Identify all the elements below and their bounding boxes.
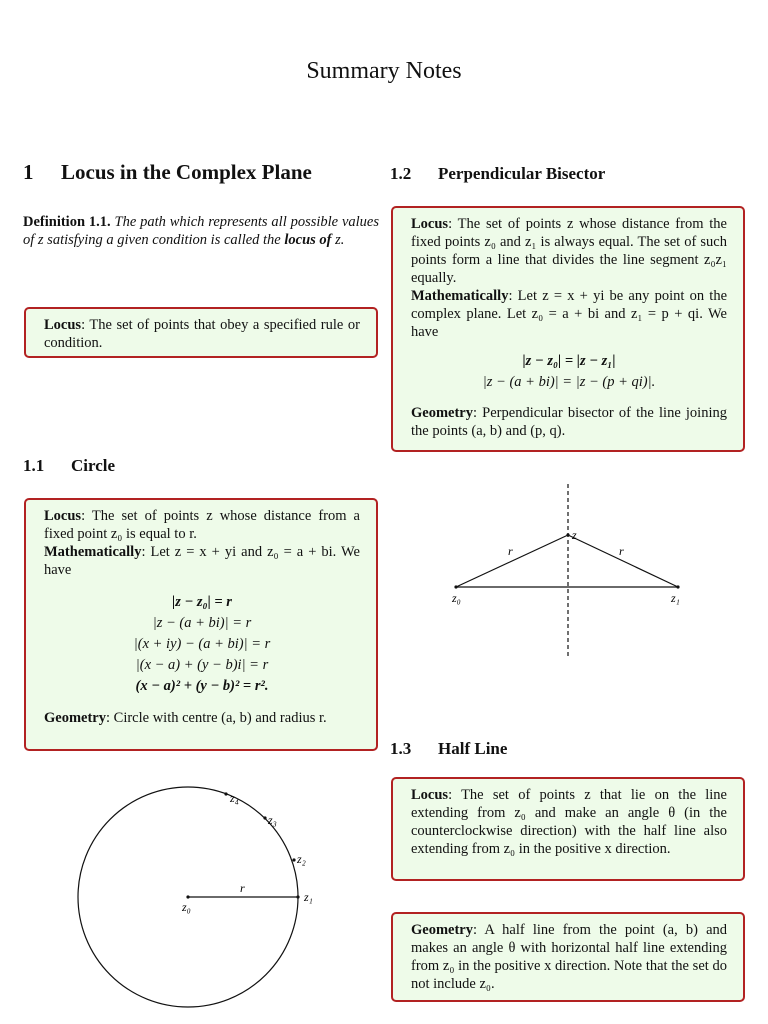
geometry-label: Geometry: [44, 710, 106, 726]
locus-label: Locus: [411, 787, 449, 803]
left-r-label: r: [508, 544, 513, 558]
point-z0: [454, 585, 457, 588]
section-1-1-heading: [23, 456, 115, 476]
locus-text: : The set of points that obey a specified rule or condition.: [44, 317, 360, 351]
z2-label: z₂: [297, 852, 306, 866]
math-text: : Let z = x + yi be any point on the complex plane. Let z₀ = a + bi and z₁ = p + qi. We have: [411, 288, 727, 340]
point-z4: [224, 792, 227, 795]
locus-text: : The set of points z whose distance from the fixed points z₀ and z₁ is always equal. The set of such points form a line that divides the line segment z₀z₁ equally.: [411, 216, 727, 286]
locus-text: : The set of points z that lie on the line extending from z₀ and make an angle θ (in the counterclockwise direction) with the half line also extending from z₀ in the positive x direction.: [411, 787, 727, 857]
halfline-locus-box: [391, 777, 745, 881]
z4-label: z₄: [230, 791, 239, 805]
z3-label: z₃: [268, 813, 277, 827]
locus-summary-box: [24, 307, 378, 358]
definition-term-tail: z.: [335, 232, 345, 248]
bisector-box: [391, 206, 745, 452]
definition-text: The path which represents all possible values of z satisfying a given condition is called the: [23, 214, 380, 248]
definition-term: locus of: [284, 232, 332, 248]
section-number: 1: [23, 160, 34, 184]
z0-label: z₀: [452, 591, 461, 605]
locus-text: : The set of points z whose distance from a fixed point z₀ is equal to r.: [44, 508, 360, 542]
circle-equation-4: |(x − a) + (y − b)i| = r: [135, 657, 269, 673]
locus-label: Locus: [44, 317, 82, 333]
point-z1: [676, 585, 679, 588]
section-title: Circle: [71, 456, 116, 475]
section-title: Perpendicular Bisector: [438, 164, 606, 183]
circle-diagram: [60, 780, 330, 1020]
section-number: 1.1: [23, 456, 45, 475]
math-text: : Let z = x + yi and z₀ = a + bi. We have: [44, 544, 360, 578]
section-title: Locus in the Complex Plane: [61, 160, 312, 184]
z1-label: z₁: [304, 890, 313, 904]
bisector-diagram: [440, 480, 700, 660]
circle-box: [24, 498, 378, 751]
section-1-3-heading: [390, 739, 507, 759]
section-title: Half Line: [438, 739, 508, 758]
z1-label: z₁: [671, 591, 680, 605]
point-z2: [292, 858, 295, 861]
bisector-equation-2: |z − (a + bi)| = |z − (p + qi)|.: [482, 374, 656, 390]
locus-label: Locus: [411, 216, 449, 232]
locus-label: Locus: [44, 508, 82, 524]
right-r-label: r: [619, 544, 624, 558]
point-z3: [263, 816, 266, 819]
definition-1-1: [23, 213, 379, 249]
geometry-text: : A half line from the point (a, b) and makes an angle θ with horizontal half line extending from z₀ in the positive x direction. Note that the set do not include z₀.: [411, 922, 727, 992]
section-1-2-heading: [390, 164, 605, 184]
segment-z0-z: [456, 535, 568, 587]
geometry-label: Geometry: [411, 405, 473, 421]
circle-equation-5: (x − a)² + (y − b)² = r².: [135, 678, 269, 694]
page-title: Summary Notes: [306, 58, 462, 84]
geometry-text: : Circle with centre (a, b) and radius r.: [106, 710, 327, 726]
section-number: 1.2: [390, 164, 412, 183]
definition-label: Definition 1.1.: [23, 214, 111, 230]
bisector-equation-1: |z − z₀| = |z − z₁|: [522, 353, 616, 369]
math-label: Mathematically: [44, 544, 142, 560]
point-z1: [296, 895, 299, 898]
point-z: [566, 533, 569, 536]
center-point: [186, 895, 189, 898]
segment-z-z1: [568, 535, 678, 587]
math-label: Mathematically: [411, 288, 509, 304]
circle-equation-2: |z − (a + bi)| = r: [152, 615, 252, 631]
circle-equation-3: |(x + iy) − (a + bi)| = r: [133, 636, 271, 652]
geometry-label: Geometry: [411, 922, 473, 938]
geometry-text: : Perpendicular bisector of the line joining the points (a, b) and (p, q).: [411, 405, 727, 439]
circle-equation-1: |z − z₀| = r: [172, 594, 232, 610]
center-label: z₀: [182, 900, 191, 914]
z-label: z: [572, 528, 577, 542]
halfline-geometry-box: [391, 912, 745, 1002]
section-number: 1.3: [390, 739, 412, 758]
radius-label: r: [240, 881, 245, 895]
section-1-heading: [23, 160, 312, 185]
